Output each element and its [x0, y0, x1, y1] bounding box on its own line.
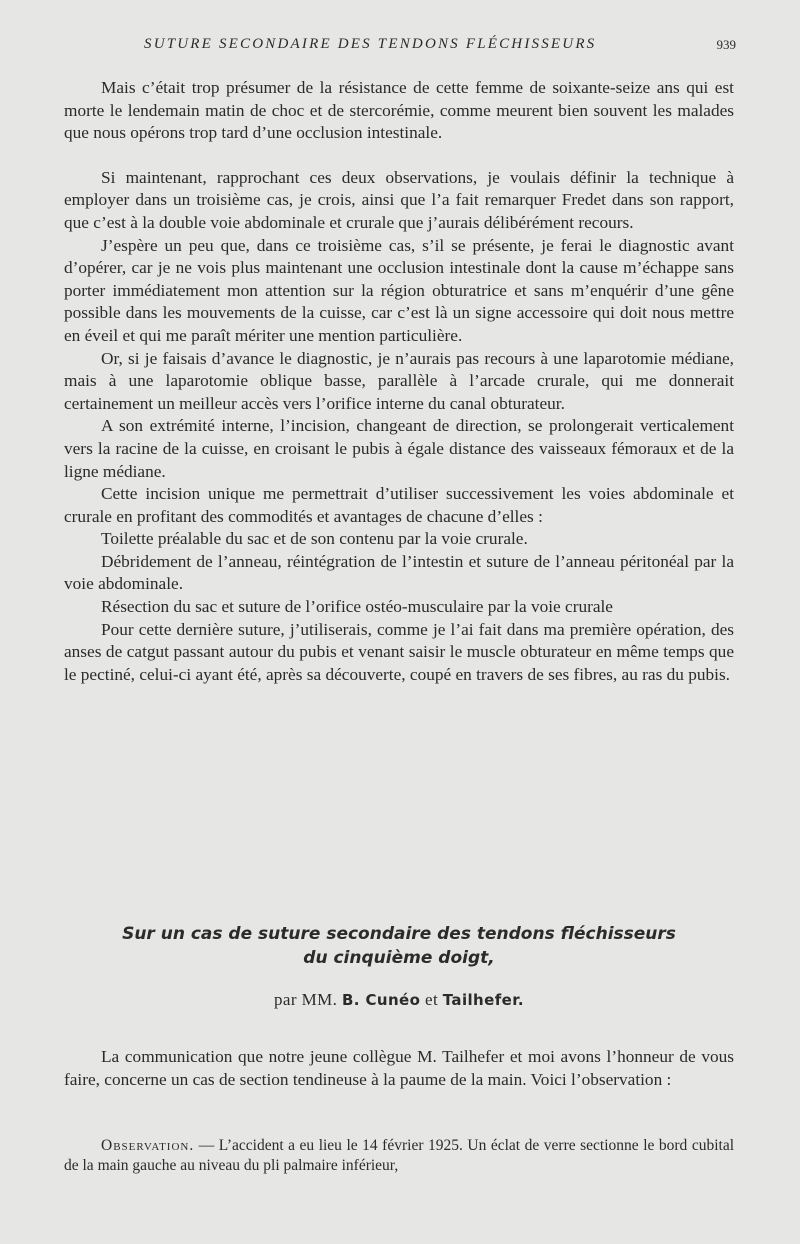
- paragraph: Si maintenant, rapprochant ces deux observations, je voulais définir la technique à employer dans un troisième cas, je crois, ainsi que l’a fait remarquer Fredet dans son rapport, que c’est à la double voie abdominale et crurale que j’aurais délibérément recours.: [64, 167, 734, 232]
- page-number: 939: [716, 37, 736, 52]
- paragraph: Débridement de l’anneau, réintégration de l’intestin et suture de l’anneau péritonéal par la voie abdominale.: [64, 551, 734, 594]
- article-title-line: Sur un cas de suture secondaire des tendons fléchisseurs: [122, 924, 676, 944]
- byline-and: et: [425, 990, 439, 1009]
- page-header: [64, 36, 736, 58]
- paragraph: A son extrémité interne, l’incision, changeant de direction, se prolongerait verticalement vers la racine de la cuisse, en croisant le pubis à égale distance des vaisseaux fémoraux et de la ligne médiane.: [64, 416, 734, 481]
- body-text-top: [64, 77, 734, 686]
- article-intro-block: [64, 1046, 734, 1091]
- paragraph: Or, si je faisais d’avance le diagnostic, je n’aurais pas recours à une laparotomie médiane, mais à une laparotomie oblique basse, parallèle à l’arcade crurale, qui me donnerait certainement un meilleur accès vers l’orifice interne du canal obturateur.: [64, 348, 734, 413]
- article-intro: La communication que notre jeune collègue M. Tailhefer et moi avons l’honneur de vous faire, concerne un cas de section tendineuse à la paume de la main. Voici l’observation :: [64, 1047, 734, 1089]
- paragraph: Toilette préalable du sac et de son contenu par la voie crurale.: [101, 529, 528, 549]
- byline: [64, 990, 734, 1010]
- article-title: [64, 922, 734, 970]
- paragraph: Résection du sac et suture de l’orifice ostéo-musculaire par la voie crurale: [101, 597, 613, 617]
- running-title: SUTURE SECONDAIRE DES TENDONS FLÉCHISSEURS: [144, 36, 597, 52]
- paragraph: Cette incision unique me permettrait d’utiliser successivement les voies abdominale et crurale en profitant des commodités et avantages de chacune d’elles :: [64, 484, 734, 526]
- observation-text: — L’accident a eu lieu le 14 février 1925. Un éclat de verre sectionne le bord cubital de la main gauche au niveau du pli palmaire inférieur,: [64, 1137, 735, 1174]
- author-name: Tailhefer.: [442, 991, 524, 1009]
- paragraph: Mais c’était trop présumer de la résistance de cette femme de soixante-seize ans qui est morte le lendemain matin de choc et de stercorémie, comme meurent bien souvent les malades que nous opérons trop tard d’une occlusion intestinale.: [64, 78, 734, 143]
- article-title-line: du cinquième doigt,: [303, 948, 495, 968]
- paragraph: J’espère un peu que, dans ce troisième cas, s’il se présente, je ferai le diagnostic avant d’opérer, car je ne vois plus maintenant une occlusion intestinale dont la cause m’échappe sans porter immédiatement mon attention sur la région obturatrice et sans m’enquérir d’une gêne possible dans les mouvements de la cuisse, car c’est là un signe accessoire qui doit nous mettre en éveil et qui me paraît mériter une mention particulière.: [64, 235, 734, 345]
- paragraph: Pour cette dernière suture, j’utiliserais, comme je l’ai fait dans ma première opération, des anses de catgut passant autour du pubis et venant saisir le muscle obturateur en même temps que le pectiné, celui-ci ayant été, après sa découverte, coupé en travers de ses fibres, au ras du pubis.: [64, 619, 734, 684]
- observation-label: Observation.: [101, 1137, 195, 1154]
- observation-paragraph: [64, 1136, 734, 1176]
- byline-prefix: par MM.: [274, 990, 338, 1009]
- observation-block: [64, 1136, 734, 1176]
- author-name: B. Cunéo: [341, 991, 421, 1009]
